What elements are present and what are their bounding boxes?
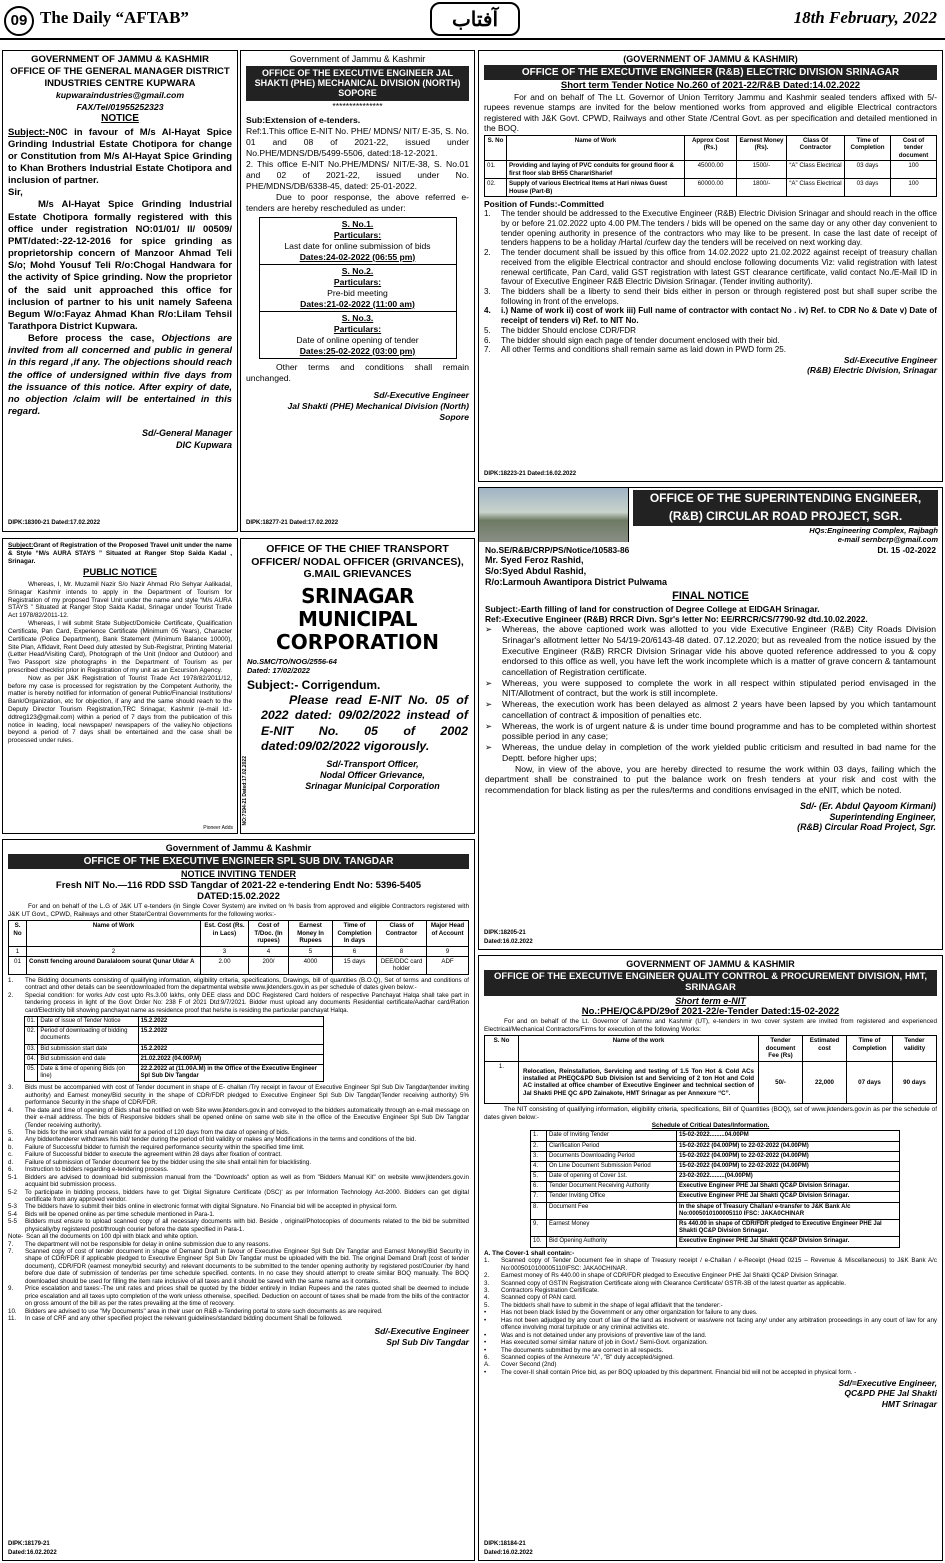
- works-table: [484, 1035, 937, 1104]
- list-item-number: b.: [8, 1143, 14, 1151]
- list-item-number: d.: [8, 1158, 14, 1166]
- list-item-number: 2.: [484, 1272, 490, 1280]
- salutation: Sir,: [8, 187, 23, 199]
- col-header: Approx Cost (Rs.): [685, 136, 737, 161]
- notice-body2a: Before process the case,: [28, 333, 162, 345]
- table-row: 8. Document Fee In the shape of Treasury Challan/ e-transfer to J&K Bank A/c No:0005010100005110 IFSC: JAKA0CHINAR: [531, 1202, 900, 1219]
- list-item-text: The bids for the work shall remain valid for a period of 120 days from the date of opening of bids.: [25, 1129, 290, 1136]
- notice-sub: NOTICE INVITING TENDER: [180, 869, 296, 880]
- nit-date: DATED:15.02.2022: [197, 891, 280, 903]
- list-item-text: Any bidder/tenderer withdraws his bid/ tender during the period of bid validity or makes any Modifications in the terms and conditions of the bid.: [25, 1136, 417, 1144]
- cell: “A” Class Electrical: [787, 161, 845, 179]
- table-row: 02. Period of downloading of bidding documents 15.2.2022: [25, 1027, 324, 1044]
- list-item-text: Scanned copy of Tender Document fee in shape of Treasury receipt / e-Challan / e-Receipt (Head 0215 – Revenue & Miscellaneous) to J&K Bank A/c No:0005010100005110IFSC: JAKA0CHINAR.: [501, 1257, 937, 1272]
- list-item-text: Scanned copy of PAN card.: [501, 1294, 577, 1302]
- list-item-number: 6.: [484, 1353, 490, 1361]
- list-item: 2. Special condition: for works Adv cost upto Rs.3.00 lakhs, only DEE class and DDC Registered Card holders of respective Panchayat Halqa shall take part in tendering process in light of the Govt Order No: 238 F of 2021 Dtd:9/7/2021. Bidder must upload any documents Residential certificate/Aadhar card/Ration card/Electricity bill showing panchayat name as residence proof that he/she is residing the particular panchayat Halqa.: [8, 991, 469, 1014]
- signature-line2: (R&B) Electric Division, Srinagar: [807, 365, 937, 376]
- list-item-number: 5-3: [8, 1203, 17, 1211]
- list-item-text: The date and time of opening of Bids shall be notified on web Site www.jktenders.gov.in and conveyed to the bidders automatically through an e-mail message on their e-mail address. The bids of Responsive bidders shall be opened online on same web site in the office of the Executive Engineer Spl Sub Div Tangdar (Tender receiving authority).: [25, 1106, 469, 1129]
- list-item-text: Was and is not detained under any provisions of preventive law of the land.: [501, 1331, 707, 1339]
- arrow-icon: ➢: [485, 742, 493, 753]
- notice-govt: (GOVERNMENT OF JAMMU & KASHMIR): [623, 54, 798, 64]
- works-table: [484, 135, 937, 197]
- notice-other: Other terms and conditions shall remain unchanged.: [246, 361, 469, 383]
- dipk-number: DIPK:18300-21 Dated:17.02.2022: [8, 520, 101, 527]
- notice-tangdar: [2, 839, 475, 1561]
- col-header: Class Of Contractor: [787, 136, 845, 161]
- list-item: [484, 1332, 937, 1339]
- signature-line1: Sd/=Executive Engineer,: [838, 1378, 937, 1389]
- list-item: ➢ Whereas, you were supposed to complete the work in all respect within stipulated period envisaged in the NIT/Allotment of contract, but the work is still incomplete.: [485, 677, 936, 699]
- list-item-text: Contractors Registration Certificate.: [501, 1287, 600, 1295]
- list-item-number: •: [484, 1331, 487, 1339]
- list-item: [8, 1233, 469, 1240]
- notice-qcpd-hmt: [478, 955, 943, 1561]
- list-item: 3. The bidders shall be a liberty to send their bids either in person or through registered post but shall super scribe the following in front of the envelops.: [484, 286, 937, 306]
- list-item-text: Price escalation and taxes:-The unit rates and prices shall be quoted by the bidder entirely in Indian Rupees and the rates quoted shall be deemed to include price escalation and all taxes upto completion of the work unless otherwise, specified. Deduction on account of taxes shall be made from the bills of the contractor on gross amount of the bill as per the rates prevailing at the time of recovery.: [25, 1285, 469, 1308]
- arrow-icon: ➢: [485, 720, 493, 731]
- org-name: CORPORATION: [276, 629, 439, 654]
- notice-sub: Short term e-NIT: [675, 995, 746, 1006]
- notice-title-bar: OFFICE OF THE EXECUTIVE ENGINEER (R&B) ELECTRIC DIVISION SRINAGAR: [484, 65, 937, 81]
- arrow-icon: ➢: [485, 699, 493, 710]
- list-item: [8, 1166, 469, 1173]
- list-item: [484, 1272, 937, 1279]
- dipk-date: Dated:16.02.2022: [484, 1549, 533, 1556]
- signature-line1: Sd/- (Er. Abdul Qayoom Kirmani): [799, 800, 936, 811]
- notice-para: Whereas, I, Mr. Muzamil Nazir S/o Nazir Ahmad R/o Sehyar Aalikadal, Srinagar Kashmir intends to apply in the Department of Tourism for Registration of my proposed Travel Unit under the name and style “M/s AURA STAYS ” Situated at Ranger Stop Saida Kadal, Srinagar under Tourist Trade Act 1978/82/2011-12.: [8, 581, 232, 620]
- addressee: R/o:Larmouh Awantipora District Pulwama: [485, 577, 668, 588]
- list-item: [484, 1369, 937, 1376]
- list-item: [484, 1287, 937, 1294]
- signature-line3: HMT Srinagar: [881, 1398, 937, 1409]
- notice-title: OFFICER/ NODAL OFFICER (GRIVANCES),: [251, 555, 464, 568]
- list-item: [8, 1107, 469, 1129]
- row-particulars: Particulars:: [333, 229, 382, 240]
- reschedule-row: [260, 312, 456, 358]
- list-item: [8, 1084, 469, 1106]
- list-item: 6. The bidder should sign each page of tender document enclosed with their bid.: [484, 335, 780, 345]
- campus-photo: [479, 488, 629, 542]
- reschedule-row: [260, 265, 456, 312]
- list-item-number: 11.: [8, 1314, 17, 1322]
- cell: 60000.00: [685, 179, 737, 197]
- cell: Providing and laying of PVC conduits for ground floor & first floor slab BH55 CharariSharief: [507, 161, 685, 179]
- ref-date: Dt. 15 -02-2022: [877, 545, 936, 555]
- list-item-text: Scanned copy of cost of tender document in shape of Demand Draft in favour of Executive Engineer Spl Sub Div Tangdar and Earnest Money/Bid Security in shape of CDR/FDR if applicable pledged to Executive Engineer Spl Sub Div Tangdar must be uploaded with the bid. The original Demand Draft (cost of tender document), CDR/FDR (earnest money/bid security) and relevant documents to be submitted to the tender opening authority by registered post/Courier /by hand before due date of submission of tender/as per time schedule specified. contents. In no case they should attempt to create similar BOQ manually. The BOQ downloaded should be used for filling the item rate inclusive of all taxes and it should be saved with the same name as it contains.: [25, 1248, 469, 1285]
- list-item-number: 5-2: [8, 1188, 17, 1196]
- ref-number: No.SE/R&B/CRP/PS/Notice/10583-86: [485, 545, 630, 555]
- cover-title: A. The Cover-1 shall contain:-: [484, 1249, 575, 1257]
- notice-heading: FINAL NOTICE: [672, 590, 749, 603]
- list-item: [484, 1347, 937, 1354]
- list-item: [484, 1257, 937, 1272]
- table-row: 10. Bid Opening Authority Executive Engineer PHE Jal Shakti QC&P Division Srinagar.: [531, 1237, 900, 1247]
- table-header-row: S. No Name of Work Est. Cost (Rs. in Lacs) Cost of T/Doc. (In rupees) Earnest Money In Rupees Time of Completion In days Class of Contractor Major Head of Account: [9, 921, 469, 946]
- table-row: 6. Tender Document Receiving Authority Executive Engineer PHE Jal Shakti QC&P Division Srinagar.: [531, 1182, 900, 1192]
- arrow-icon: ➢: [485, 624, 493, 635]
- list-item-number: 3.: [8, 1084, 14, 1092]
- subject-label: Subject:-: [8, 126, 49, 138]
- row-date: Dates:21-02-2022 (11:00 am): [300, 298, 415, 309]
- table-row: 7. Tender Inviting Office Executive Engineer PHE Jal Shakti QC&P Division Srinagar.: [531, 1192, 900, 1202]
- list-item-number: 5.: [8, 1129, 14, 1136]
- list-item: [8, 1189, 469, 1204]
- list-item-text: The cover-II shall contain Price bid, as per BOQ uploaded by this department. Financial bid will not be accepted in physical form. -: [501, 1368, 857, 1376]
- list-item: [484, 1339, 937, 1346]
- notice-title-bar: OFFICE OF THE EXECUTIVE ENGINEER QUALITY CONTROL & PROCUREMENT DIVISION, HMT, SRINAGAR: [484, 970, 937, 996]
- notice-subject: Subject:-Earth filling of land for construction of Degree College at EIDGAH Srinagar.: [485, 603, 820, 614]
- list-item: 7. All other Terms and conditions shall remain same as laid down in PWD form 25.: [484, 345, 787, 355]
- notice-fax: FAX/Tel/01955252323: [76, 101, 164, 112]
- notice-aura-stays: [2, 538, 238, 834]
- subject-label: Subject:: [8, 542, 34, 549]
- notice-heading: NOTICE: [101, 112, 139, 124]
- notice-govt: Government of Jammu & Kashmir: [289, 54, 426, 64]
- table-index-row: 1 2 3 4 5 6 8 9: [9, 946, 469, 956]
- notice-sub: Short term Tender Notice No.260 of 2021-22/R&B Dated:14.02.2022: [560, 80, 861, 92]
- cell: 02.: [485, 179, 507, 197]
- dipk-number: DIPK:18179-21: [8, 1540, 50, 1547]
- list-item-text: The department will not be responsible for delay in online submission due to any reasons.: [25, 1240, 271, 1248]
- row-sno: S. No.2.: [341, 265, 374, 276]
- list-item-number: 5.: [484, 1301, 490, 1309]
- notice-heading: PUBLIC NOTICE: [83, 567, 157, 579]
- list-item: ➢ Whereas, the undue delay in completion of the work yielded public criticism and resulted in bad name for the Deptt. before higher ups;: [485, 742, 936, 763]
- position-of-funds: Position of Funds:-Committed: [484, 199, 605, 210]
- addressee: S/o:Syed Abdul Rashid,: [485, 566, 587, 577]
- cell: 45000.00: [685, 161, 737, 179]
- notice-govt: GOVERNMENT OF JAMMU & KASHMIR: [626, 959, 795, 969]
- list-item-number: c.: [8, 1151, 13, 1159]
- row-desc: Last date for online submission of bids: [284, 240, 431, 251]
- arrow-icon: ➢: [485, 677, 493, 688]
- col-header: Name of Work: [507, 136, 685, 161]
- list-item: [8, 1203, 469, 1210]
- dipk-date: Dated:16.02.2022: [8, 1549, 57, 1556]
- list-item-text: The bidder/s shall have to submit in the shape of legal affidavit that the tenderer:-: [501, 1301, 723, 1309]
- row-date: Dates:25-02-2022 (03:00 pm): [299, 345, 416, 356]
- notice-intro: For and on behalf of the L.G of J&K UT e-tenders (in Single Cover System) are invited on % basis from approved and eligible Contractors registered with J&K UT Govt., CPWD, Railways and other State/Central Governments for the following works:-: [8, 902, 469, 918]
- list-item-number: 5-5: [8, 1218, 17, 1226]
- list-item-number: A.: [484, 1361, 490, 1369]
- notice-title-bar: OFFICE OF THE SUPERINTENDING ENGINEER,: [633, 490, 938, 508]
- row-particulars: Particulars:: [333, 276, 382, 287]
- list-item: 5. The bidder Should enclose CDR/FDR: [484, 325, 636, 335]
- dipk-number: DIPK:18205-21: [484, 929, 526, 936]
- signature-line2: QC&PD PHE Jal Shakti: [844, 1388, 937, 1399]
- list-item-text: Bidders are advised to use "My Documents" area in their user on R&B e-Tendering portal to store such documents as are required.: [25, 1307, 383, 1315]
- cell: 100: [891, 161, 937, 179]
- cell: “A” Class Electrical: [787, 179, 845, 197]
- cell: 03 days: [845, 179, 891, 197]
- dipk-number: DIPK:18184-21: [484, 1540, 526, 1547]
- notice-ref: Ref:-Executive Engineer (R&B) RRCR Divn. Sgr's letter No: EE/RRCR/CS/7790-92 dtd.10.02.2022.: [485, 613, 868, 624]
- notice-title-bar: OFFICE OF THE EXECUTIVE ENGINEER SPL SUB DIV. TANGDAR: [8, 854, 469, 870]
- list-item-number: 4.: [484, 1294, 490, 1302]
- list-item: [484, 1302, 937, 1309]
- notice-office-line1: OFFICE OF THE GENERAL MANAGER DISTRICT: [10, 66, 230, 78]
- list-item: [484, 1294, 937, 1301]
- table-row: 01 Constt fencing around Daralaloom sourat Qunar Uldar A 2.00 200/ 4000 15 days DEE/DDC card holder ADF: [9, 957, 469, 975]
- table-row: 05. Date & time of opening Bids (on line) 22.2.2022 at (11.00A.M) in the Office of the Executive Engineer Spl Sub Div Tangdar: [25, 1065, 324, 1082]
- notice-smc-corrigendum: [240, 538, 475, 834]
- notice-email: kupwaraindustries@gmail.com: [55, 90, 185, 101]
- notice-body: Please read E-NIT No. 05 of 2022 dated: 09/02/2022 instead of E-NIT No. 05 of 2002 dated:09/02/2022 vigorously.: [261, 692, 468, 754]
- list-item-text: Scanned copies of the Annexure "A", "B" duly accepted/signed.: [501, 1353, 674, 1361]
- list-item: ➢ Whereas, the above captioned work was allotted to you vide Executive Engineer (R&B) City Roads Division Srinagar's allotment letter No 54/19-20/6143-48 dated. 07.12.2020; but as revealed from the notice issued by the Executive Engineer (R&B) RRCR Division Srinagar vide his above quoted reference addressed to you & copy endorsed to this office as well, you have left the work incomplete which is a matter of grave concern & tantamount cancellation of Registration certificate.: [485, 624, 936, 677]
- list-item-text: Failure of Successful bidder to furnish the required performance security within the specified time limit.: [25, 1143, 305, 1151]
- col-header: Earnest Money (Rs).: [737, 136, 787, 161]
- table-row: [485, 161, 937, 179]
- list-item-number: 3.: [484, 1279, 490, 1287]
- list-item-text: Scan all the documents on 100 dpi with black and white option.: [26, 1233, 199, 1241]
- table-row: 5. Date of opening of Cover 1st. 23-02-2022.........(04.00PM): [531, 1172, 900, 1182]
- notice-govt: GOVERNMENT OF JAMMU & KASHMIR: [31, 54, 209, 65]
- table-row: 2. Clarification Period 15-02-2022 (04.00PM) to 22-02-2022 (04.00PM): [531, 1141, 900, 1151]
- cell: 01.: [485, 161, 507, 179]
- dipk-number: NO:7194-21 Dated:17.02.2022: [242, 755, 248, 825]
- list-item: [8, 1285, 469, 1307]
- list-item-number: 3.: [484, 1287, 490, 1295]
- dipk-number: DIPK:18277-21 Dated:17.02.2022: [246, 520, 339, 527]
- list-item: [8, 1144, 469, 1151]
- issue-date: 18th February, 2022: [793, 8, 937, 27]
- list-item: [484, 1361, 937, 1368]
- notice-title: G.MAIL GRIEVANCES: [303, 568, 412, 581]
- list-item-text: The bidders have to submit their bids online in electronic format with digital Signature. No Financial bid will be accepted in physical form.: [25, 1203, 398, 1211]
- signature-line3: Sopore: [439, 411, 469, 422]
- notice-dic-kupwara: [2, 50, 238, 532]
- notice-subject: Grant of Registration of the Proposed Travel unit under the name & Style “M/s AURA STAYS ” Situated at Ranger Stop Saida Kadal , Srinagar.: [8, 542, 232, 565]
- notice-para: Whereas, I will submit State Subject/Domicile Certificate, Qualification Certificate, Pan Card, Experience Certificate (Minimum 05 Years), Character Certificate (Police Department), Bank Statement (Minimum Balance 10000), Site Plan, Affidavit, Rent Deed duly attested by Sub-Registrar, Printing Material (Letter Head/Visiting Card), Photograph of the Unit (Indoor and Outdoor) and Two Passport size photographs in the Department of Tourism as per prescribed checklist prior in Registration of my unit as an Excursion Agency.: [8, 620, 232, 674]
- row-desc: Pre-bid meeting: [327, 287, 388, 298]
- newspaper-name: The Daily “AFTAB”: [40, 8, 189, 27]
- list-item: 1. The tender should be addressed to the Executive Engineer (R&B) Electric Division Srinagar and should reach in the office by or before 21.02.2022 upto 4.00 PM.The tenders / bids will be opened on the same day or any other day convenient to tender opening authority in presence of the contractors who may like to be present. In case the last date of receipt of tenders happens to be a holiday /Hartal /curfew day the tenders will be received on next working day.: [484, 209, 937, 248]
- list-item-text: Bids will be opened online as per time schedule mentioned in Para-1.: [25, 1210, 215, 1218]
- signature-line2: Nodal Officer Grievance,: [320, 769, 425, 780]
- table-row: 9. Earnest Money Rs 440.00 in shape of CDR/FDR pledged to Executive Engineer PHE Jal Shakti QC&P Division Srinagar.: [531, 1220, 900, 1237]
- row-date: Dates:24-02-2022 (06:55 pm): [299, 251, 416, 262]
- nit-number: Fresh NIT No.—116 RDD SSD Tangdar of 2021-22 e-tendering Endt No: 5396-5405: [55, 880, 422, 892]
- list-item-number: 10.: [8, 1307, 17, 1315]
- masthead-logo: آفتاب: [430, 2, 520, 36]
- list-item: [484, 1354, 937, 1361]
- row-sno: S. No.1.: [341, 218, 374, 229]
- list-item: [8, 1211, 469, 1218]
- col-header: Time of Completion: [845, 136, 891, 161]
- notice-office-line2: INDUSTRIES CENTRE KUPWARA: [44, 78, 196, 90]
- dipk-date: Dated:16.02.2022: [484, 938, 533, 945]
- cell: 100: [891, 179, 937, 197]
- cell: 03 days: [845, 161, 891, 179]
- schedule-title: Schedule of Critical Dates/Information.: [651, 1121, 770, 1129]
- cell: 1800/-: [737, 179, 787, 197]
- notice-subject: Subject:- Corrigendum.: [247, 677, 381, 692]
- list-item-number: 7.: [8, 1248, 14, 1255]
- list-item-text: The documents submitted by me are correct in all respects.: [501, 1346, 664, 1354]
- signature-line1: Sd/-Executive Engineer: [374, 1326, 469, 1337]
- hq-address: HQs:Engineering Complex, Rajbagh: [809, 525, 938, 535]
- list-item-number: •: [484, 1339, 487, 1347]
- notice-subject: N0C in favour of M/s Al-Hayat Spice Grinding Industrial Estate Chotipora for change or Constitution from M/s Al-Hayat Spice Grinding to Khan Brothers Industrial Estate Chotipora and inclusion of partner.: [8, 126, 232, 187]
- list-item: [8, 1136, 469, 1143]
- list-item-text: Cover Second (2nd): [501, 1361, 557, 1369]
- notice-rb-electric: [478, 50, 943, 482]
- nit-text: The NIT consisting of qualifying information, eligibility criteria, specifications, Bill of Quantities (BOQ), set of www.jktenders.gov.in as per the schedule of dates given below:-: [484, 1106, 937, 1121]
- qcpd-points: [484, 1257, 937, 1376]
- reschedule-row: [260, 218, 456, 265]
- email: e-mail sernbcrp@gmail.com: [837, 534, 938, 544]
- col-header: S. No: [485, 136, 507, 161]
- list-item-number: 5-1: [8, 1173, 17, 1181]
- list-item: 1. The Bidding documents consisting of qualifying information, eligibility criteria, specifications, Drawings, bill of quantities (B.O.Q), Set of terms and conditions of contract and other details can be seen/downloaded from the departmental website www.jktenders.gov.in as per schedule of dates given below:-: [8, 976, 469, 992]
- reschedule-table: [259, 217, 457, 359]
- list-item: [484, 1309, 937, 1316]
- list-item-number: •: [484, 1346, 487, 1354]
- table-header-row: [485, 136, 937, 161]
- list-item-number: •: [484, 1368, 487, 1376]
- signature-line1: Sd/-Executive Engineer: [843, 354, 937, 365]
- ref-number: No.SMC/TO/NOG/2556-64: [247, 656, 337, 666]
- table-row: 1. Relocation, Reinstallation, Servicing and testing of 1.5 Ton Hot & Cold ACs installed at PHEQC&PD Sub Division Ist and Servicing of 2 ton Hot and Cold AC installed at office chamber of Executive Engineer and technical section of Jal Shakti PHE QC &PD Zainakote, HMT Srinagar as per Annexure “C”. 50/- 22,000 07 days 90 days: [485, 1061, 937, 1104]
- list-item: 4. i.) Name of work ii) cost of work iii) Full name of contractor with contact No . iv) Ref. to CDR No & Date v) Date of receipt of tenders vi) Ref. to NIT No.: [484, 306, 937, 326]
- signature-line2: Jal Shakti (PHE) Mechanical Division (North): [287, 400, 469, 411]
- signature-line2: Spl Sub Div Tangdar: [386, 1336, 469, 1347]
- notice-sub: Sub:Extension of e-tenders.: [246, 114, 361, 125]
- notice-govt: Government of Jammu & Kashmir: [165, 843, 312, 853]
- table-row: 04. Bid submission end date 21.02.2022 (04.00P.M): [25, 1054, 324, 1064]
- list-item: [8, 1241, 469, 1248]
- list-item-text: Scanned copy of GSTIN Registration Certificate along with Clearance Certificate/ GSTR-3B of the latest quarter as applicable.: [501, 1279, 846, 1287]
- notice-jal-shakti-sopore: [240, 50, 475, 532]
- signature-line1: Sd/-General Manager: [141, 428, 232, 439]
- list-item: [8, 1151, 469, 1158]
- notice-circular-road: [478, 487, 943, 950]
- list-item-number: 5-4: [8, 1210, 17, 1218]
- tangdar-points: [8, 1084, 469, 1322]
- notice-body: M/s Al-Hayat Spice Grinding Industrial Estate Chotipora formally registered with this office under registration NO:01/01/ II/ 00509/ PMT/dated:-22-12-2016 for spice grinding as proprietorship concern of Manzoor Ahmad Teli S/o; Mohd Yousuf Teli R/o:Chogal Handwara for the activity of Spice grinding. Now the proprietor of the said unit approached this office for inclusion of partner to his unit namely Safeena Begum W/o:Fayaz Ahmad Khan R/o:Lilam Tehsil Tarathpora District Kupwara.: [8, 199, 232, 333]
- schedule-table: [24, 1016, 324, 1082]
- notice-intro: For and on behalf of the Lt. Governor of Jammu and Kashmir (UT), e-tenders in two cover system are invited from registered and experienced Electrical/Mechanical Contractors/Firms for execution of the following Works:: [484, 1017, 937, 1033]
- cell: 1500/-: [737, 161, 787, 179]
- list-item: [8, 1218, 469, 1233]
- list-item-number: Note-: [8, 1233, 24, 1241]
- list-item: [8, 1159, 469, 1166]
- list-item-text: Bidders are advised to download bid submission manual from the "Downloads" option as well as from "Bidders Manual Kit" on website www.jktenders.gov.in acquaint bid submission process.: [25, 1173, 469, 1189]
- list-item: [8, 1248, 469, 1285]
- table-row: 3. Documents Downloading Period 15-02-2022 (04.00PM) to 22-02-2022 (04.00PM): [531, 1151, 900, 1161]
- table-row: 4. On Line Document Submission Period 15-02-2022 (04.00PM) to 22-02-2022 (04.00PM): [531, 1161, 900, 1171]
- list-item-number: 4.: [8, 1106, 14, 1114]
- notice-intro: For and on behalf of The Lt. Governor of Union Territory Jammu and Kashmir sealed tenders affixed with 5/- rupees revenue stamps are invited for the below mentioned works from approved and eligible Electrical contractors registered with J&K Govt. CPWD, Railways and other State /Central Govt. as per specification and detailed mentioned in the BOQ.: [484, 92, 937, 133]
- ref-date: Dated: 17/02/2022: [247, 666, 310, 676]
- list-item: [8, 1129, 469, 1136]
- signature-line3: Srinagar Municipal Corporation: [305, 781, 440, 792]
- list-item-text: Failure of submission of Tender document fee by the bidder using the site shall entail him for blacklisting.: [25, 1158, 312, 1166]
- list-item-text: Has not been adjudged by any court of law of the land as insolvent or was/were not facing any/ under any arbitration proceedings in any court of law for any offence involving moral turpitude or any criminal activities etc.: [501, 1316, 937, 1332]
- notice-body2b: Objections are invited from all concerned and public in general in this regard ,if any. The objections should reach the office of undersigned within five days from the issuance of this notice. After expiry of date, no objection /claim will be entertained in this regard.: [8, 333, 232, 418]
- list-item-text: In case of CRF and any other specified project the relevant guidelines/standard bidding document Shall be followed.: [25, 1314, 343, 1322]
- row-particulars: Particulars:: [333, 323, 382, 334]
- list-item-text: Bids must be accompanied with cost of Tender document in shape of E- challan /Try receipt in favour of Executive Engineer Spl Sub Div Tangdar(tender inviting authority) and Earnest money/Bid security in the shape of CDR/FDR pledged to Executive Engineer Spl Sub Div Tangdar(Tender receiving authority) 5% performance Security in the shape of CDR/FDR.: [25, 1084, 469, 1107]
- addressee: Mr. Syed Feroz Rashid,: [485, 555, 584, 566]
- org-name: SRINAGAR MUNICIPAL: [298, 583, 417, 631]
- agency-tag: Pioneer Adds: [203, 824, 233, 831]
- list-item-number: •: [484, 1309, 487, 1317]
- notice-ref1: Ref:1.This office E-NIT No. PHE/ MDNS/ NIT/ E-35, S. No. 01 and 08 of 2021-22, issued under No.PHE/MDNS/DB/5499-5506, dated:18-12-2021.: [246, 125, 469, 158]
- list-item-text: Bidders must ensure to upload scanned copy of all necessary documents with bid. Beside , original/Photocopies of documents related to the bid be submitted physically/by registered post/through courier before the date specified in Para-1.: [25, 1218, 469, 1233]
- stars-divider: ***************: [332, 100, 383, 111]
- signature-line1: Sd/-Executive Engineer: [373, 389, 469, 400]
- list-item: ➢ Whereas, the work is of urgent nature & is under time bound programme and has to be completed within shortest possible period in any case;: [485, 720, 936, 742]
- list-item-text: To participate in bidding process, bidders have to get 'Digital Signature Certificate (DSC)' as per Information Technology Act-2000. Bidders can get digital certificate from any approved vendor.: [25, 1188, 469, 1203]
- table-row: 1. Date of Inviting Tender 15-02-2022.........04.00PM: [531, 1131, 900, 1141]
- list-item-text: Has executed some/ similar nature of job in Govt./ Semi-Govt. organization.: [501, 1339, 708, 1347]
- list-item-number: 9.: [8, 1285, 14, 1293]
- list-item: [484, 1317, 937, 1332]
- table-header-row: S. No Name of the work Tender document Fee (Rs) Estimated cost Time of Completion Tender validity: [485, 1036, 937, 1061]
- notice-title: OFFICE OF THE CHIEF TRANSPORT: [266, 543, 449, 555]
- list-item: [484, 1280, 937, 1287]
- list-item-number: •: [484, 1316, 487, 1324]
- notice-para: Now as per J&K Registration of Tourist Trade Act 1978/82/2011/12, before my case is processed for registration by the Competent Authority, the matter is hereby notified for information of general Public/Financial Institutions/ Bank/Organization, etc for objection, if any and the same should reach to the Deputy Director Tourism Registration,TRC Srinagar, Kashmir (e-mail Id:-ddtreg123@gmail.com) within a period of 7 days from the publication of this notice in leading, local newspaper/ newspapers of the valley.No objections beyond a period of 7 days shall be entertained and the case shall be processed under rules.: [8, 674, 232, 745]
- list-item: ➢ Whereas, the execution work has been delayed as almost 2 years have been lapsed by you which tantamount cancellation of contract & imposition of penalties etc.: [485, 699, 936, 720]
- table-row: [485, 179, 937, 197]
- page-number: 09: [4, 6, 34, 36]
- table-row: 03. Bid submission start date 15.2.2022: [25, 1044, 324, 1054]
- row-desc: Date of online opening of tender: [296, 334, 419, 345]
- cell: Supply of various Electrical Items at Hari niwas Guest House (Part-B): [507, 179, 685, 197]
- signature-line2: DIC Kupwara: [175, 439, 232, 450]
- signature-line1: Sd/-Transport Officer,: [326, 758, 419, 769]
- list-item: [8, 1315, 469, 1322]
- schedule-table: [530, 1130, 900, 1247]
- works-table: [8, 920, 469, 975]
- list-item: [8, 1308, 469, 1315]
- list-item-text: Has not been black listed by the Government or any other organization for failure to any dues.: [501, 1309, 758, 1317]
- signature-line3: (R&B) Circular Road Project, Sgr.: [797, 822, 936, 833]
- row-sno: S. No.3.: [341, 312, 374, 323]
- notice-ref2: 2. This office E-NIT No.PHE/MDNS/ NIT/E-38, S. No.01 and 02 of 2021-22, issued under No. PHE/MDNS/DB/6338-45, dated: 25-01-2022.: [246, 158, 469, 191]
- notice-sub: No.:PHE/QC&PD/29of 2021-22/e-Tender Dated:15-02-2022: [581, 1006, 840, 1018]
- dipk-number: DIPK:18223-21 Dated:16.02.2022: [484, 470, 577, 477]
- list-item-text: Failure of Successful bidder to execute the agreement within 28 days after fixation of contract.: [25, 1151, 282, 1159]
- notice-title-bar: (R&B) CIRCULAR ROAD PROJECT, SGR.: [633, 508, 938, 526]
- notice-final: Now, in view of the above, you are hereby directed to resume the work within 03 days, failing which the department shall be constrained to put the balance work on fresh tenders at your risk and cost with the recommendation for black listing as per the rules/terms and conditions envisaged in the eNIT, which be noted.: [485, 763, 936, 796]
- list-item-number: 7.: [8, 1240, 14, 1248]
- list-item: [8, 1174, 469, 1189]
- list-item-number: 6.: [8, 1166, 14, 1174]
- list-item-number: 1.: [484, 1257, 490, 1265]
- notice-title-bar: OFFICE OF THE EXECUTIVE ENGINEER JAL SHAKTI (PHE) MECHANICAL DIVISION (NORTH) SOPORE: [246, 66, 469, 101]
- list-item: 2. The tender document shall be issued by this office from 14.02.2022 upto 21.02.2022 against receipt of treasury challan received from the eligible Electrical contractor and should enclose following documents Viz: valid registration with latest renewal certificate, Pan Card, valid GST registration with latest GST clearance certificate, valid contact No./E-Mail ID in favour of Executive Engineer R&B Electric Division Srinagar. (Tender inviting authority).: [484, 248, 937, 287]
- list-item-number: a.: [8, 1136, 14, 1144]
- col-header: Cost of tender document: [891, 136, 937, 161]
- page-header: [0, 0, 945, 40]
- list-item-text: Instruction to bidders regarding e-tendering process.: [25, 1166, 169, 1174]
- table-row: 01. Date of issue of Tender Notice 15.2.2022: [25, 1017, 324, 1027]
- list-item-text: Earnest money of Rs 440.00 in shape of CDR/FDR pledged to Executive Engineer PHE Jal Shakti QC&P Division Srinagar.: [501, 1272, 839, 1280]
- notice-body: Due to poor response, the above referred e-tenders are hereby rescheduled as under:: [246, 191, 469, 213]
- signature-line2: Superintending Engineer,: [829, 811, 936, 822]
